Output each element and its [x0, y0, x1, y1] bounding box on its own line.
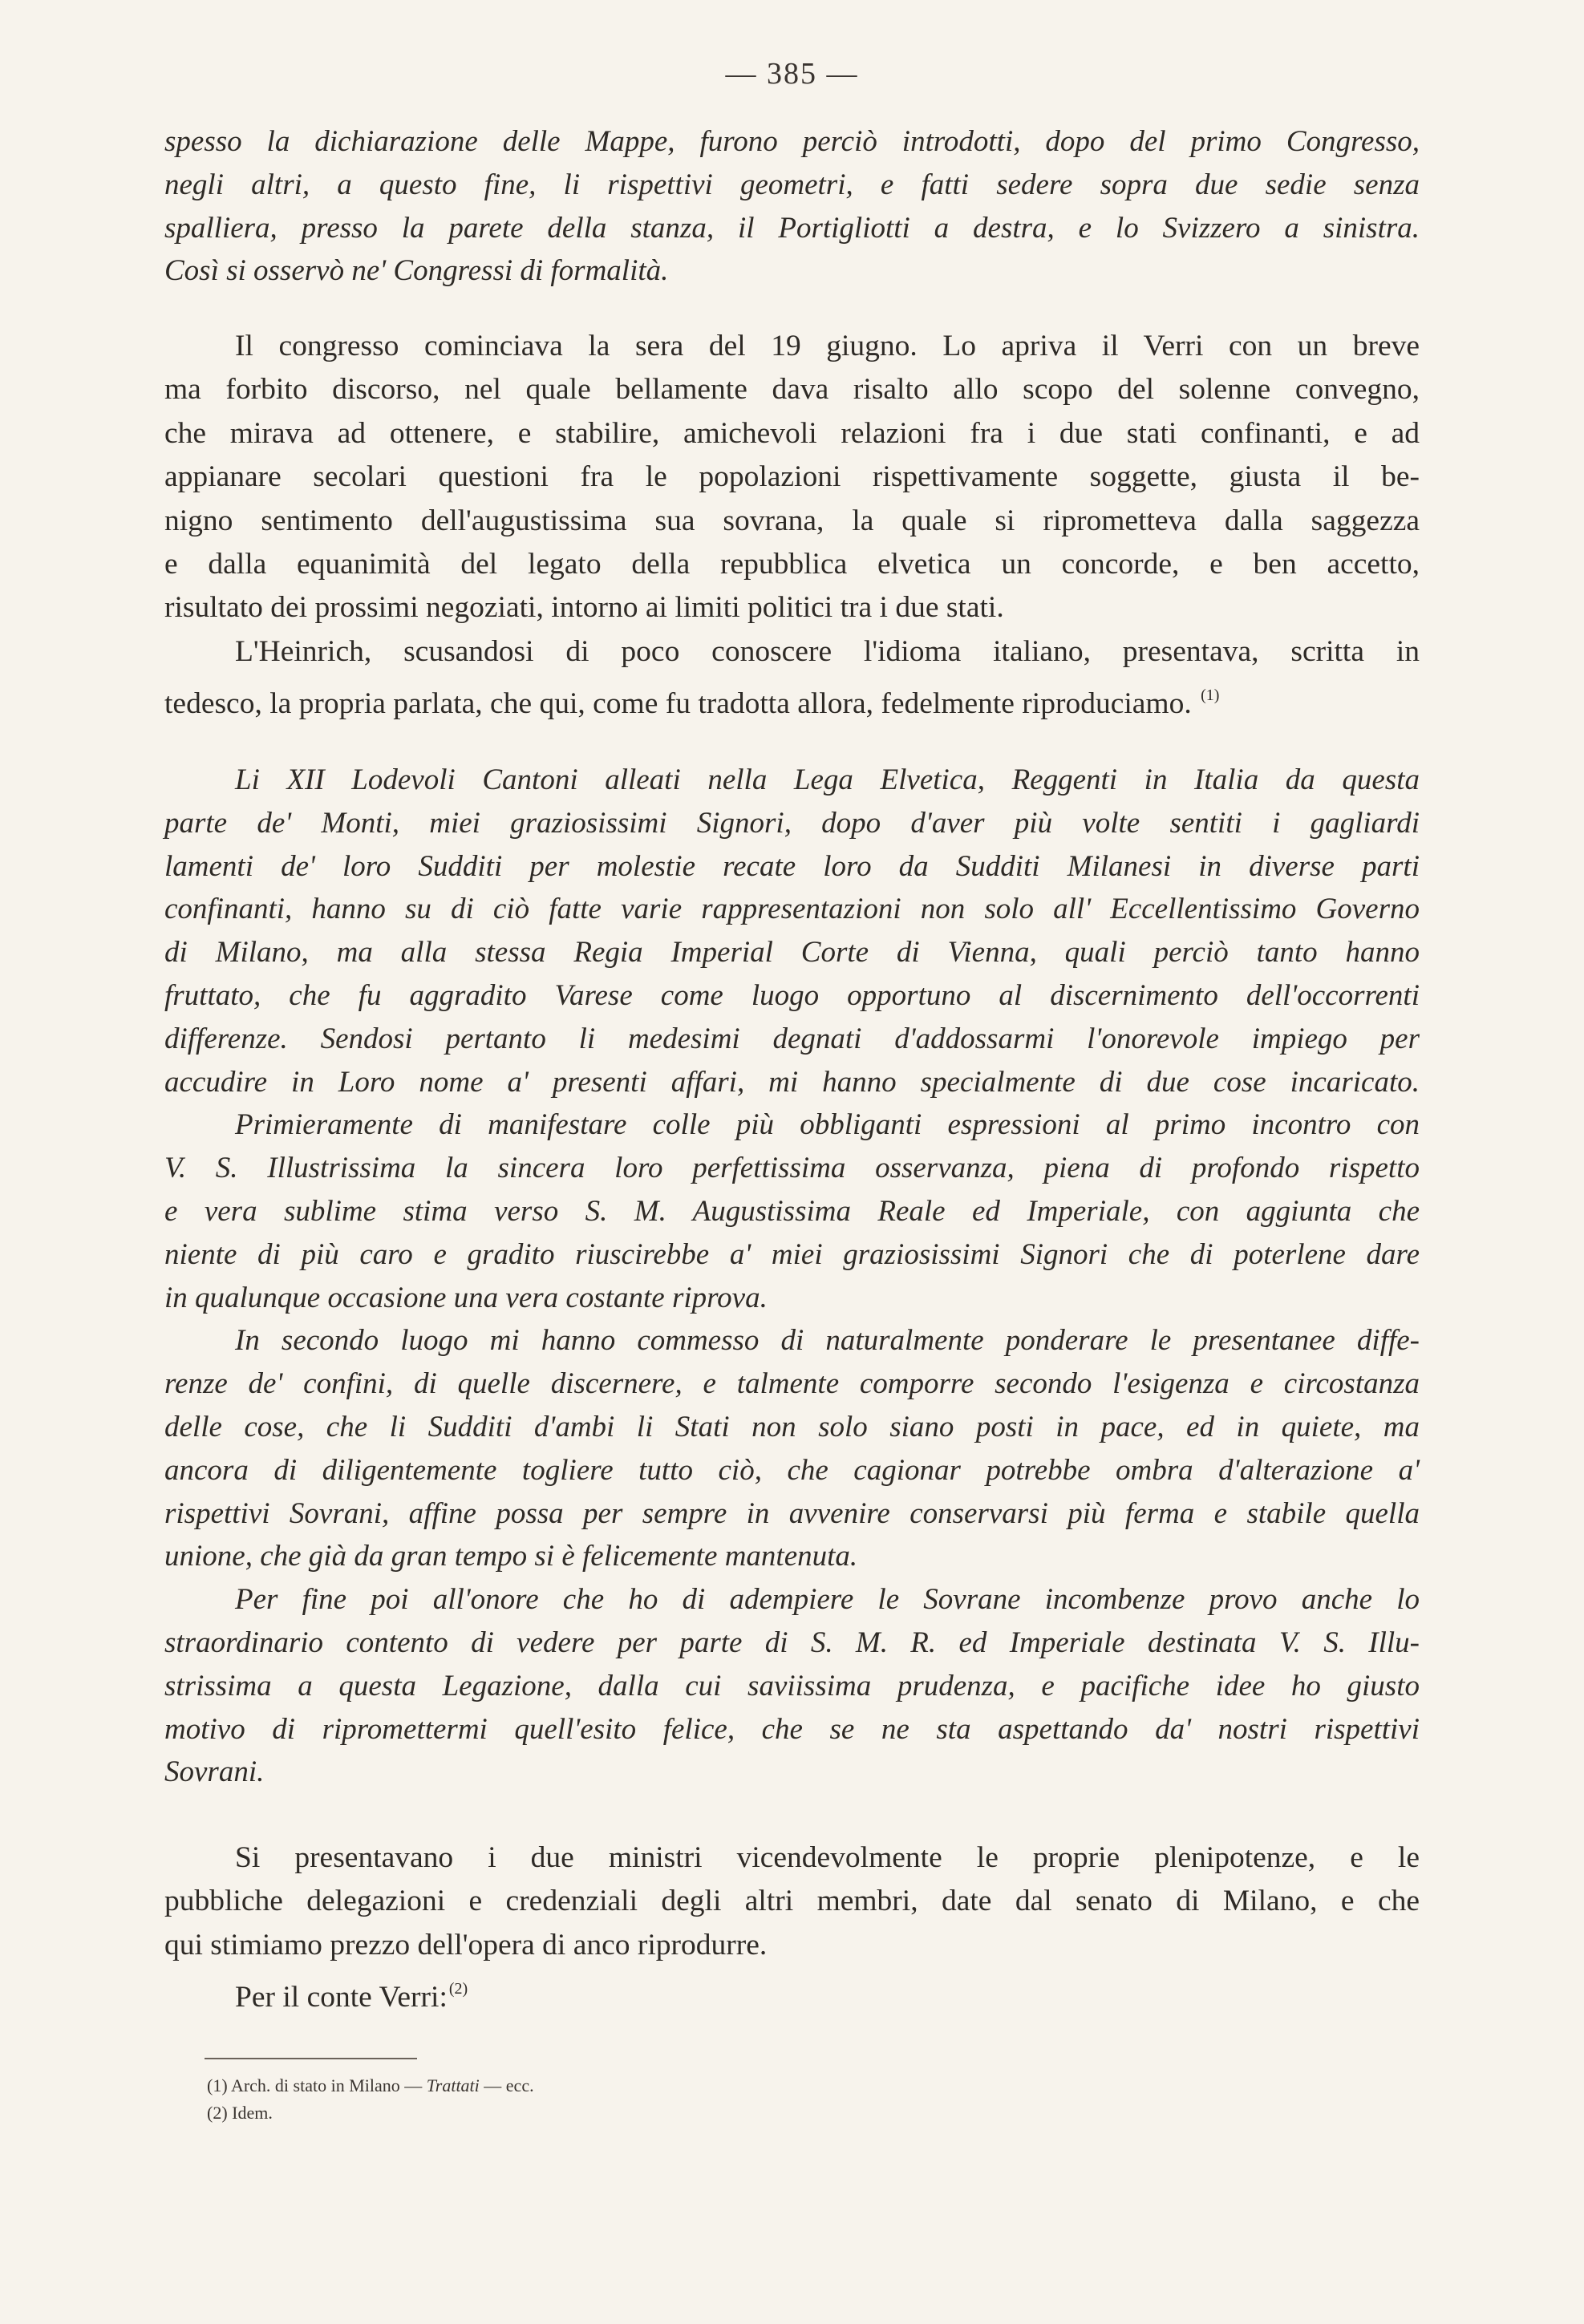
text-line: unione, che già da gran tempo si è felicemente mantenuta. — [164, 1540, 858, 1573]
text-line: negli altri, a questo fine, li rispettivi geometri, e fatti sedere sopra due sedie senza — [164, 168, 1420, 201]
text-line: e vera sublime stima verso S. M. Augustissima Reale ed Imperiale, con aggiunta che — [164, 1194, 1420, 1228]
text-line: Così si osservò ne' Congressi di formalità. — [164, 254, 669, 288]
text-line: che mirava ad ottenere, e stabilire, amichevoli relazioni fra i due stati confinanti, e ad — [164, 416, 1420, 450]
text-line: L'Heinrich, scusandosi di poco conoscere l'idioma italiano, presentava, scritta in — [235, 634, 1420, 668]
text-line: fruttato, che fu aggradito Varese come luogo opportuno al discernimento dell'occorrenti — [164, 978, 1420, 1012]
text-line: ancora di diligentemente togliere tutto ciò, che cagionar potrebbe ombra d'alterazione a' — [164, 1453, 1420, 1487]
text-line: straordinario contento di vedere per parte di S. M. R. ed Imperiale destinata V. S. Illu- — [164, 1626, 1420, 1659]
text-line: in qualunque occasione una vera costante riprova. — [164, 1281, 768, 1314]
text-line: V. S. Illustrissima la sincera loro perfettissima osservanza, piena di profondo rispetto — [164, 1152, 1420, 1185]
footnote-1: (1) Arch. di stato in Milano — Trattati — ecc. — [207, 2075, 534, 2095]
text-line: In secondo luogo mi hanno commesso di naturalmente ponderare le presentanee diffe- — [235, 1324, 1420, 1358]
text-line: tedesco, la propria parlata, che qui, come fu tradotta allora, fedelmente riproduciamo. $^{(1)}$ — [164, 686, 1220, 721]
text-line: Il congresso cominciava la sera del 19 giugno. Lo apriva il Verri con un breve — [235, 330, 1420, 362]
footnotes — [207, 2072, 534, 2127]
text-line: Primieramente di manifestare colle più obbliganti espressioni al primo incontro con — [235, 1108, 1420, 1142]
text-line: rispettivi Sovrani, affine possa per sempre in avvenire conservarsi più ferma e stabile quella — [164, 1496, 1420, 1530]
text-line: lamenti de' loro Sudditi per molestie recate loro da Sudditi Milanesi in diverse parti — [164, 849, 1420, 883]
text-line: spalliera, presso la parete della stanza, il Portigliotti a destra, e lo Svizzero a sinistra. — [164, 211, 1420, 245]
footnote-marker: (1) — [1201, 686, 1220, 705]
text-line: strissima a questa Legazione, dalla cui saviissima prudenza, e pacifiche idee ho giusto — [164, 1669, 1420, 1703]
text-line: di Milano, ma alla stessa Regia Imperial Corte di Vienna, quali perciò tanto hanno — [164, 936, 1420, 970]
page-number: — 385 — — [725, 57, 859, 91]
text-line: ma forbito discorso, nel quale bellamente dava risalto allo scopo del solenne convegno, — [164, 373, 1420, 407]
text-line: parte de' Monti, miei graziosissimi Signori, dopo d'aver più volte sentiti i gagliardi — [164, 806, 1420, 840]
text-line: e dalla equanimità del legato della repubblica elvetica un concorde, e ben accetto, — [164, 548, 1420, 581]
footnote-marker: (2) — [448, 1980, 468, 1998]
text-line: delle cose, che li Sudditi d'ambi li Stati non solo siano posti in pace, ed in quiete, ma — [164, 1410, 1420, 1443]
text-line: Si presentavano i due ministri vicendevolmente le proprie plenipotenze, e le — [235, 1841, 1420, 1874]
text-line: Li XII Lodevoli Cantoni alleati nella Lega Elvetica, Reggenti in Italia da questa — [235, 763, 1420, 796]
text-line: confinanti, hanno su di ciò fatte varie rappresentazioni non solo all' Eccellentissimo Governo — [164, 893, 1420, 926]
footnote-divider — [205, 2058, 417, 2059]
text-line: motivo di ripromettermi quell'esito felice, che se ne sta aspettando da' nostri rispettivi — [164, 1712, 1420, 1746]
text-line: pubbliche delegazioni e credenziali degli altri membri, date dal senato di Milano, e che — [164, 1885, 1420, 1918]
text-line: spesso la dichiarazione delle Mappe, furono perciò introdotti, dopo del primo Congresso, — [164, 125, 1420, 158]
text-line: niente di più caro e gradito riuscirebbe a' miei graziosissimi Signori che di poterlene dare — [164, 1237, 1420, 1271]
narrative-paragraph — [164, 325, 1420, 727]
heinrich-speech — [164, 759, 1420, 1794]
text-line: risultato dei prossimi negoziati, intorno ai limiti politici tra i due stati. — [164, 591, 1004, 625]
text-line: Per fine poi all'onore che ho di adempiere le Sovrane incombenze provo anche lo — [235, 1583, 1420, 1617]
text-line: appianare secolari questioni fra le popolazioni rispettivamente soggette, giusta il be- — [164, 460, 1420, 494]
closing-paragraph — [164, 1836, 1420, 2020]
footnote-2: (2) Idem. — [207, 2103, 273, 2123]
text-line: renze de' confini, di quelle discernere, e talmente comporre secondo l'esigenza e circostanza — [164, 1367, 1420, 1401]
text-line: Sovrani. — [164, 1755, 265, 1789]
text-line: Per il conte Verri: $^{(2)}$ — [235, 1980, 468, 2014]
text-line: nigno sentimento dell'augustissima sua sovrana, la quale si riprometteva dalla saggezza — [164, 504, 1420, 537]
text-line: qui stimiamo prezzo dell'opera di anco riprodurre. — [164, 1928, 768, 1962]
text-line: differenze. Sendosi pertanto li medesimi degnati d'addossarmi l'onorevole impiego per — [164, 1022, 1420, 1055]
text-line: accudire in Loro nome a' presenti affari, mi hanno specialmente di due cose incaricato. — [164, 1065, 1420, 1099]
intro-paragraph — [164, 120, 1420, 293]
